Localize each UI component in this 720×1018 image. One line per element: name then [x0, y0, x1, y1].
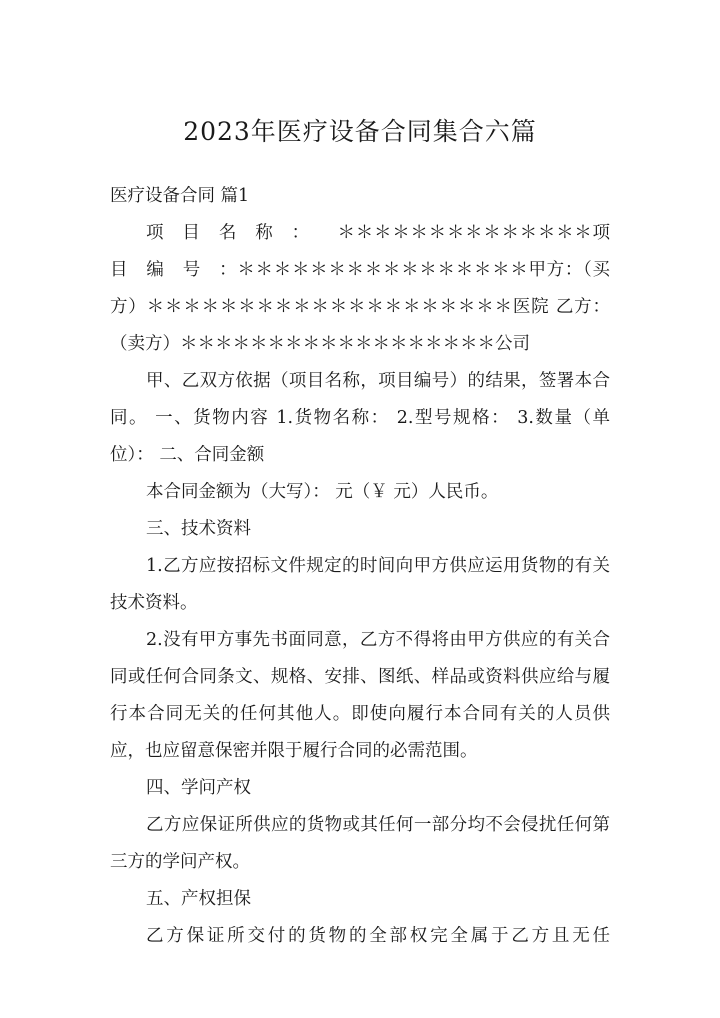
paragraph-contract-amount: 本合同金额为（大写）： 元（￥ 元）人民币。	[146, 482, 499, 502]
paragraph-technical-2: 2.没有甲方事先书面同意，乙方不得将由甲方供应的有关合同或任何合同条文、规格、安排、图纸、样品或资料供应给与履行本合同无关的任何其他人。即使向履行本合同有关的人员供应，也应留意保密并限于履行合同的必需范围。	[110, 630, 610, 761]
heading-technical-data: 三、技术资料	[146, 519, 251, 539]
heading-intellectual-property: 四、学问产权	[146, 778, 251, 798]
document-title: 2023年医疗设备合同集合六篇	[183, 117, 537, 146]
document-body	[110, 178, 628, 955]
paragraph-intellectual-property: 乙方应保证所供应的货物或其任何一部分均不会侵扰任何第三方的学问产权。	[110, 815, 610, 872]
paragraph-agreement: 甲、乙双方依据（项目名称，项目编号）的结果，签署本合同。 一、货物内容 1.货物名称： 2.型号规格： 3.数量（单位）： 二、合同金额	[110, 371, 610, 465]
heading-property-guarantee: 五、产权担保	[146, 889, 251, 909]
paragraph-property-guarantee: 乙方保证所交付的货物的全部权完全属于乙方且无任	[146, 926, 610, 946]
paragraph-technical-1: 1.乙方应按招标文件规定的时间向甲方供应运用货物的有关技术资料。	[110, 556, 610, 613]
paragraph-project-info: 项 目 名 称 ： ＊＊＊＊＊＊＊＊＊＊＊＊＊＊项 目 编 号 ：＊＊＊＊＊＊＊＊＊＊＊＊＊＊＊＊甲方：（买方）＊＊＊＊＊＊＊＊＊＊＊＊＊＊＊＊＊＊＊＊医院 乙方：（卖方）＊＊＊＊＊＊＊＊＊＊＊＊＊＊＊＊＊＊公司	[110, 223, 628, 354]
section-heading: 医疗设备合同 篇1	[110, 186, 250, 206]
